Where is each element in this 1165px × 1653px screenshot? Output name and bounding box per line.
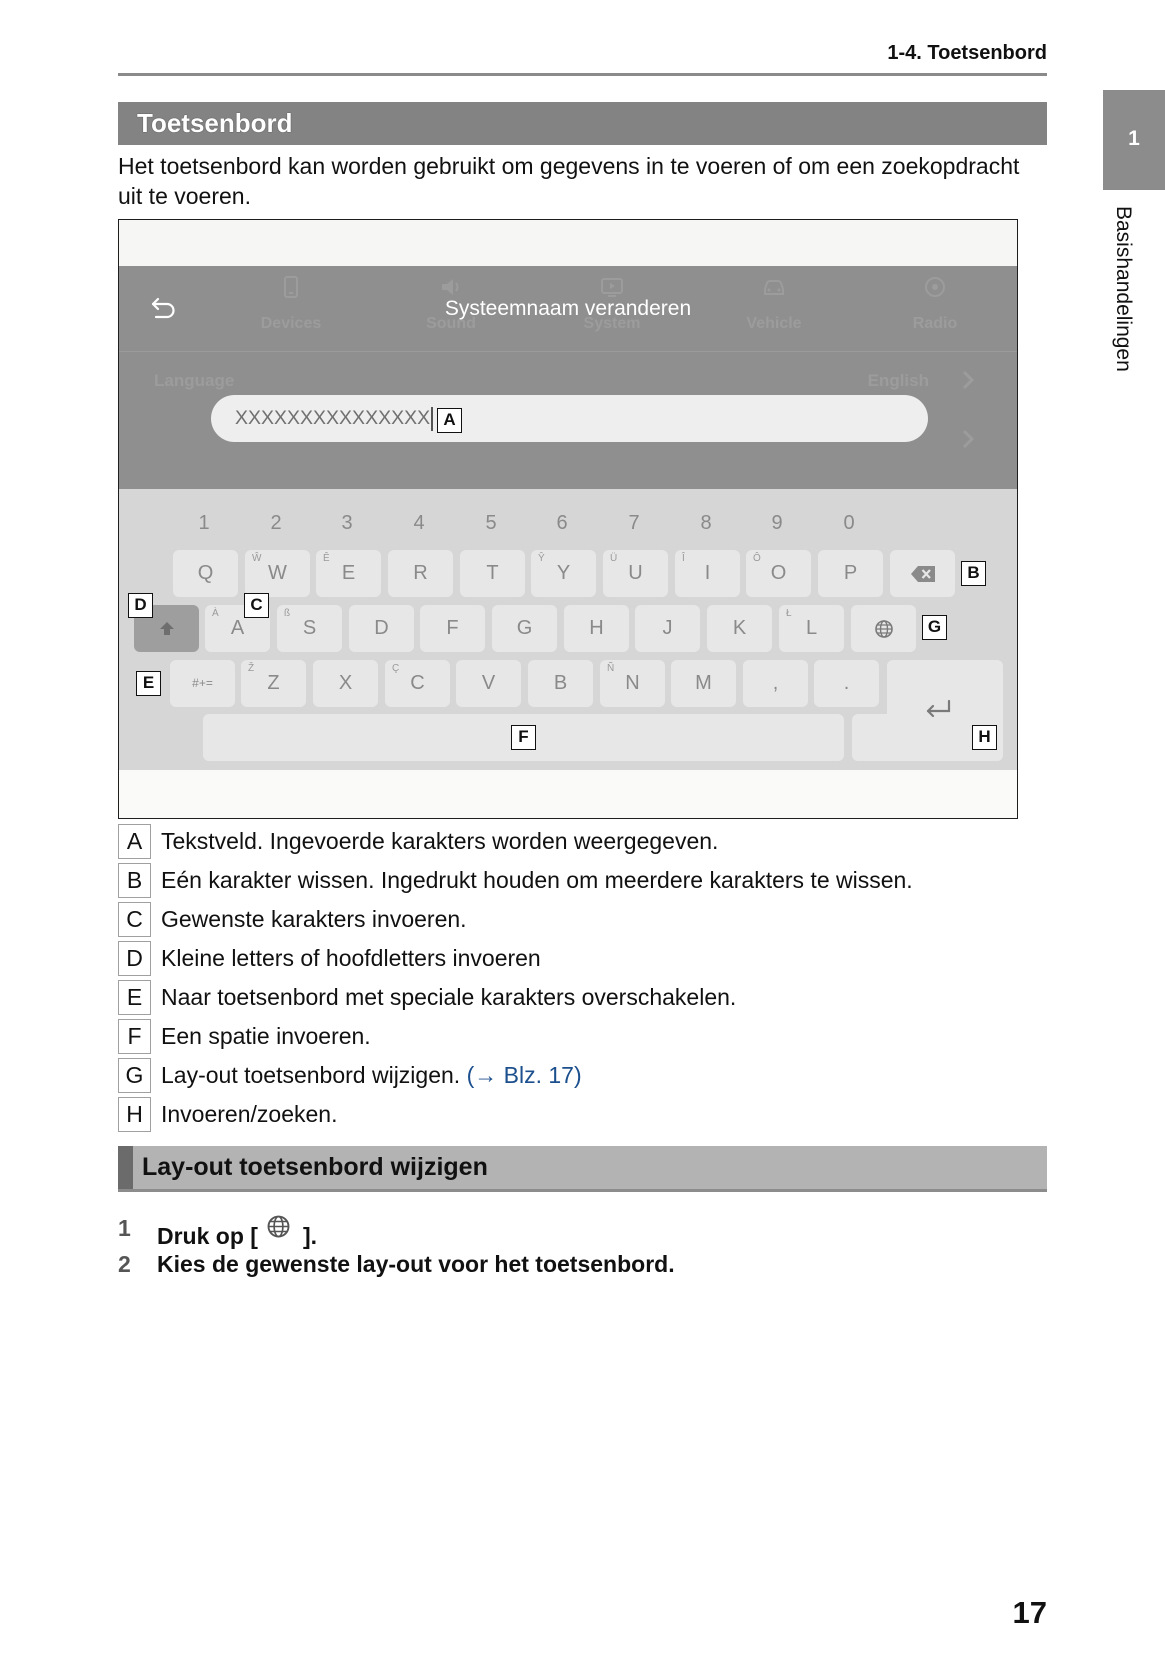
page-reference-link[interactable]: (→ Blz. 17) bbox=[466, 1062, 582, 1088]
key-p[interactable] bbox=[818, 550, 883, 597]
legend-letter: G bbox=[118, 1058, 151, 1093]
legend-letter: B bbox=[118, 863, 151, 898]
key-i[interactable] bbox=[675, 550, 740, 597]
text-field-value: XXXXXXXXXXXXXXX bbox=[235, 407, 431, 429]
key-y[interactable] bbox=[531, 550, 596, 597]
ghost-tab-sound: Sound bbox=[426, 315, 476, 332]
page-number: 17 bbox=[1012, 1595, 1047, 1630]
chapter-label: Basishandelingen bbox=[1112, 206, 1135, 372]
screen-top-area bbox=[119, 220, 1017, 266]
key-t[interactable] bbox=[460, 550, 525, 597]
globe-icon bbox=[874, 619, 894, 639]
key-label: S bbox=[302, 617, 317, 639]
ghost-tab-system: System bbox=[583, 315, 641, 332]
key-alt-char: Ž bbox=[248, 663, 255, 674]
ghost-setting-label: Language bbox=[154, 371, 235, 390]
key-label: W bbox=[268, 562, 287, 584]
key-alt-char: Î bbox=[682, 553, 685, 564]
key-label: I bbox=[704, 562, 711, 584]
key-period[interactable] bbox=[814, 660, 879, 707]
legend-text-with-link bbox=[161, 1056, 582, 1095]
legend-text: Naar toetsenbord met speciale karakters overschakelen. bbox=[161, 984, 737, 1010]
key-x[interactable] bbox=[313, 660, 378, 707]
backspace-key[interactable] bbox=[890, 550, 955, 597]
key-b[interactable] bbox=[528, 660, 593, 707]
step-number: 1 bbox=[118, 1215, 131, 1241]
globe-icon bbox=[266, 1214, 291, 1239]
key-label: G bbox=[516, 617, 533, 639]
key-label: M bbox=[695, 672, 712, 694]
ghost-tab-radio: Radio bbox=[912, 315, 958, 332]
key-v[interactable] bbox=[456, 660, 521, 707]
key-label: E bbox=[341, 562, 356, 584]
sound-icon bbox=[439, 275, 463, 299]
vehicle-icon bbox=[762, 275, 786, 299]
key-d[interactable] bbox=[349, 605, 414, 652]
keyboard-screenshot bbox=[118, 219, 1018, 819]
subsection-title: Lay-out toetsenbord wijzigen bbox=[142, 1153, 488, 1181]
key-label: Z bbox=[267, 672, 280, 694]
key-alt-char: Ê bbox=[323, 553, 330, 564]
legend-item bbox=[118, 939, 1047, 978]
title-separator bbox=[119, 351, 1017, 352]
legend-text: Tekstveld. Ingevoerde karakters worden weergegeven. bbox=[161, 828, 719, 854]
chapter-tab bbox=[1103, 90, 1165, 190]
legend-letter: F bbox=[118, 1019, 151, 1054]
callout-h: H bbox=[972, 725, 997, 750]
legend-item bbox=[118, 861, 1047, 900]
key-m[interactable] bbox=[671, 660, 736, 707]
callout-d: D bbox=[128, 593, 153, 618]
key-l[interactable] bbox=[779, 605, 844, 652]
legend-letter: H bbox=[118, 1097, 151, 1132]
key-label: V bbox=[481, 672, 496, 694]
key-9[interactable]: 9 bbox=[771, 512, 783, 534]
key-alt-char: Ł bbox=[786, 608, 792, 619]
legend-text: Gewenste karakters invoeren. bbox=[161, 906, 467, 932]
key-s[interactable] bbox=[277, 605, 342, 652]
section-title: Toetsenbord bbox=[137, 108, 293, 138]
key-alt-char: Ŷ bbox=[538, 553, 545, 564]
key-label: L bbox=[805, 617, 818, 639]
legend-item bbox=[118, 1017, 1047, 1056]
callout-b: B bbox=[961, 561, 986, 586]
subsection-accent bbox=[118, 1146, 133, 1189]
legend-text: Lay-out toetsenbord wijzigen. bbox=[161, 1062, 461, 1088]
key-label: . bbox=[843, 672, 850, 694]
key-g[interactable] bbox=[492, 605, 557, 652]
key-r[interactable] bbox=[388, 550, 453, 597]
key-alt-char: Ü bbox=[610, 553, 618, 564]
key-z[interactable] bbox=[241, 660, 306, 707]
key-label: N bbox=[625, 672, 640, 694]
key-w[interactable] bbox=[245, 550, 310, 597]
text-field-content bbox=[235, 395, 433, 442]
key-8[interactable]: 8 bbox=[700, 512, 712, 534]
step-text-before: Druk op [ bbox=[157, 1223, 258, 1249]
key-alt-char: À bbox=[212, 608, 219, 619]
key-label: #+= bbox=[192, 676, 213, 690]
legend-item bbox=[118, 1095, 1047, 1134]
callout-f: F bbox=[511, 725, 536, 750]
step-number: 2 bbox=[118, 1251, 131, 1277]
symbols-key[interactable] bbox=[170, 660, 235, 707]
key-label: , bbox=[772, 672, 779, 694]
legend-letter: A bbox=[118, 824, 151, 859]
step-text bbox=[157, 1214, 317, 1250]
screen-bottom-area bbox=[119, 770, 1017, 819]
key-q[interactable] bbox=[173, 550, 238, 597]
key-label: Q bbox=[197, 562, 214, 584]
ghost-tab-devices: Devices bbox=[260, 315, 322, 332]
key-h[interactable] bbox=[564, 605, 629, 652]
callout-g: G bbox=[922, 615, 947, 640]
key-label: K bbox=[732, 617, 747, 639]
key-alt-char: ß bbox=[284, 608, 291, 619]
key-alt-char: Ô bbox=[753, 553, 761, 564]
step-text: Kies de gewenste lay-out voor het toetsenbord. bbox=[157, 1251, 675, 1277]
key-label: T bbox=[486, 562, 499, 584]
key-alt-char: Ç bbox=[392, 663, 400, 674]
key-1[interactable]: 1 bbox=[198, 512, 210, 534]
key-label: D bbox=[374, 617, 389, 639]
key-2[interactable]: 2 bbox=[270, 512, 282, 534]
step-text-after: ]. bbox=[302, 1223, 318, 1249]
ghost-setting-value: English bbox=[867, 371, 929, 390]
legend-text: Eén karakter wissen. Ingedrukt houden om meerdere karakters te wissen. bbox=[161, 867, 913, 893]
callout-c: C bbox=[244, 593, 269, 618]
key-label: X bbox=[338, 672, 353, 694]
key-3[interactable]: 3 bbox=[341, 512, 353, 534]
ghost-tab-vehicle: Vehicle bbox=[746, 315, 802, 332]
chevron-right-icon bbox=[962, 429, 974, 449]
devices-icon bbox=[279, 275, 303, 299]
key-label: F bbox=[446, 617, 459, 639]
legend-letter: D bbox=[118, 941, 151, 976]
key-label: C bbox=[410, 672, 425, 694]
key-4[interactable]: 4 bbox=[413, 512, 425, 534]
running-header: 1-4. Toetsenbord bbox=[887, 42, 1047, 64]
key-f[interactable] bbox=[420, 605, 485, 652]
callout-e: E bbox=[136, 671, 161, 696]
chevron-right-icon bbox=[962, 370, 974, 390]
legend-item bbox=[118, 822, 1047, 861]
key-comma[interactable] bbox=[743, 660, 808, 707]
step-1 bbox=[118, 1214, 1047, 1249]
subsection-heading-bar bbox=[118, 1146, 1047, 1192]
layout-key[interactable] bbox=[851, 605, 916, 652]
section-heading-bar bbox=[118, 102, 1047, 145]
shift-icon bbox=[157, 619, 177, 639]
header-rule bbox=[118, 73, 1047, 76]
key-c[interactable] bbox=[385, 660, 450, 707]
key-label: O bbox=[770, 562, 787, 584]
key-label: B bbox=[553, 672, 568, 694]
intro-paragraph: Het toetsenbord kan worden gebruikt om gegevens in te voeren of om een zoekopdracht uit te voeren. bbox=[118, 153, 1020, 209]
key-label: R bbox=[413, 562, 428, 584]
callout-a: A bbox=[437, 408, 462, 433]
key-label: Y bbox=[556, 562, 571, 584]
key-5[interactable]: 5 bbox=[485, 512, 497, 534]
legend-text: Kleine letters of hoofdletters invoeren bbox=[161, 945, 541, 971]
key-label: A bbox=[230, 617, 245, 639]
legend-letter: C bbox=[118, 902, 151, 937]
legend-letter: E bbox=[118, 980, 151, 1015]
legend-item bbox=[118, 978, 1047, 1017]
legend-text: Een spatie invoeren. bbox=[161, 1023, 371, 1049]
key-alt-char: Ñ bbox=[607, 663, 615, 674]
key-u[interactable] bbox=[603, 550, 668, 597]
key-7[interactable]: 7 bbox=[628, 512, 640, 534]
legend-item bbox=[118, 1056, 1047, 1095]
legend-item bbox=[118, 900, 1047, 939]
text-cursor bbox=[431, 407, 433, 431]
callout-legend bbox=[118, 822, 1047, 1134]
chapter-number: 1 bbox=[1128, 127, 1140, 150]
screen-title: Systeemnaam veranderen bbox=[444, 297, 692, 320]
key-alt-char: Ŵ bbox=[252, 553, 262, 564]
key-j[interactable] bbox=[635, 605, 700, 652]
key-label: P bbox=[843, 562, 858, 584]
key-k[interactable] bbox=[707, 605, 772, 652]
legend-text: Invoeren/zoeken. bbox=[161, 1101, 338, 1127]
enter-icon bbox=[923, 699, 953, 721]
backspace-icon bbox=[910, 565, 936, 583]
key-e[interactable] bbox=[316, 550, 381, 597]
key-6[interactable]: 6 bbox=[556, 512, 568, 534]
key-label: H bbox=[589, 617, 604, 639]
step-2 bbox=[118, 1250, 1047, 1278]
key-n[interactable] bbox=[600, 660, 665, 707]
key-0[interactable]: 0 bbox=[843, 512, 855, 534]
key-label: U bbox=[628, 562, 643, 584]
radio-icon bbox=[923, 275, 947, 299]
key-label: J bbox=[662, 617, 673, 639]
text-field[interactable] bbox=[211, 395, 928, 442]
system-icon bbox=[600, 275, 624, 299]
key-o[interactable] bbox=[746, 550, 811, 597]
